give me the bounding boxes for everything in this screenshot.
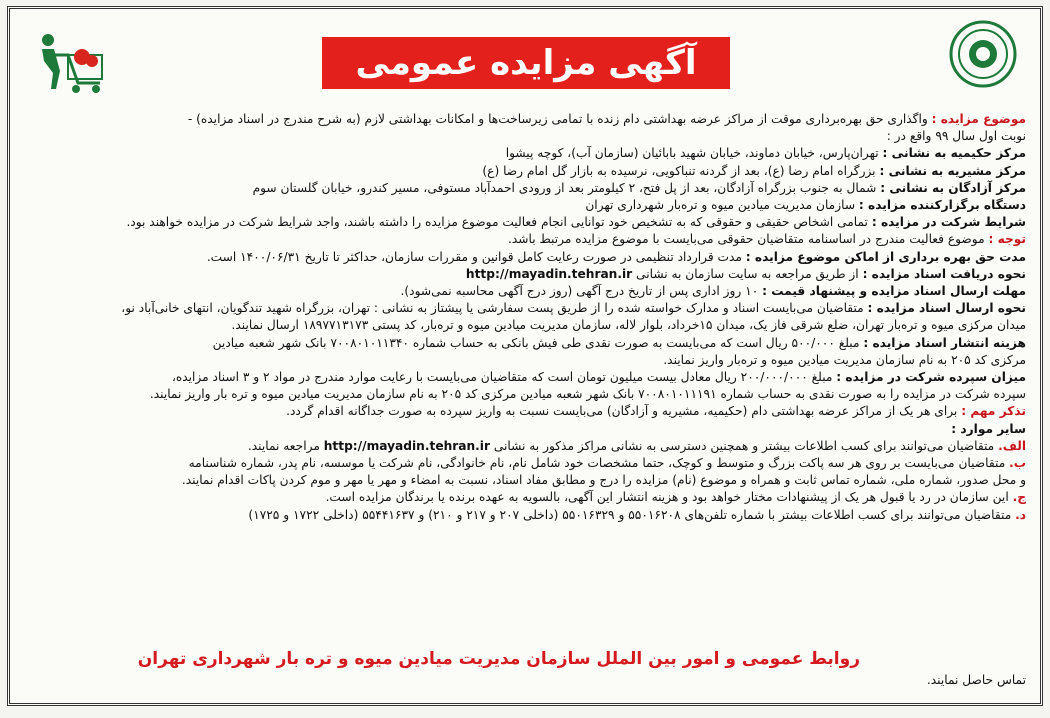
announcement-line — [24, 403, 1026, 420]
announcement-line — [24, 231, 1026, 248]
line-text: و محل صدور، شماره ملی، شماره تماس ثابت و همراه و موضوع (نام) مزایده را درج و مطابق مفاد اسناد، نسبت به امضاء و مهر یا مهر و موم کردن پاکات اقدام نمایند. — [181, 473, 1026, 488]
line-label: الف. — [998, 438, 1026, 453]
line-text: موضوع فعالیت مندرج در اساسنامه متقاضیان حقوقی می‌بایست با موضوع مزایده مرتبط باشد. — [508, 232, 989, 247]
announcement-body — [24, 111, 1026, 641]
announcement-page — [7, 6, 1043, 706]
announcement-line — [24, 163, 1026, 180]
title-banner — [322, 37, 730, 89]
line-text: سپرده شرکت در مزایده را به صورت نقدی به حساب شماره ۷۰۰۸۰۱۰۱۱۱۹۱ بانک شهر شعبه میادین مرکزی کد ۲۰۵ به نام سازمان مدیریت میادین میوه و تره بار واریز نمایند. — [149, 387, 1026, 402]
line-text: مبلغ ۵۰۰/۰۰۰ ریال است که می‌بایست به صورت نقدی طی فیش بانکی به حساب شماره ۷۰۰۸۰۱۰۱۱۳۴۰ بانک شهر شعبه میادین — [212, 335, 864, 350]
announcement-line — [24, 489, 1026, 506]
announcement-line — [24, 300, 1026, 317]
line-text: مدت قرارداد تنظیمی در صورت رعایت کامل قوانین و مقررات سازمان، حداکثر تا تاریخ ۱۴۰۰/۰۶/۳۱ است. — [206, 249, 746, 264]
line-label: مهلت ارسال اسناد مزایده و پیشنهاد قیمت : — [762, 284, 1026, 299]
announcement-line — [24, 197, 1026, 214]
website-link[interactable]: http://mayadin.tehran.ir — [323, 438, 490, 453]
announcement-line — [24, 317, 1026, 334]
line-text: متقاضیان می‌بایست بر روی هر سه پاکت بزرگ و متوسط و کوچک، حتما مشخصات خود شامل نام، نام خانوادگی، نام شرکت یا موسسه، نام پدر، شماره شناسنامه — [188, 456, 1010, 471]
line-text: این سازمان در رد یا قبول هر یک از پیشنهادات مختار خواهد بود و هزینه انتشار این آگهی، بالسویه به عهده برنده یا برندگان مزایده است. — [325, 490, 1013, 505]
announcement-line — [24, 472, 1026, 489]
shopping-cart-icon — [34, 31, 108, 95]
line-text: تهران‌پارس، خیابان دماوند، خیابان شهید بابائیان (سازمان آب)، کوچه پیشوا — [505, 146, 883, 161]
line-text: مبلغ ۲۰۰/۰۰۰/۰۰۰ ریال معادل بیست میلیون تومان است که متقاضیان می‌بایست با رعایت موارد مندرج در مواد ۲ و ۳ اسناد مزایده، — [171, 370, 837, 385]
signature: روابط عمومی و امور بین الملل سازمان مدیریت میادین میوه و تره بار شهرداری تهران — [137, 649, 860, 669]
line-label: تذکر مهم : — [961, 404, 1026, 419]
line-label: هزینه انتشار اسناد مزایده : — [863, 335, 1026, 350]
line-label: مرکز حکیمیه به نشانی : — [882, 146, 1026, 161]
line-label: ج. — [1012, 490, 1026, 505]
announcement-line — [24, 455, 1026, 472]
line-text: تمامی اشخاص حقیقی و حقوقی که به تشخیص خود توانایی انجام فعالیت موضوع مزایده را داشته باشند، واجد شرایط شرکت در مزایده خواهند بود. — [126, 215, 872, 230]
announcement-line — [24, 249, 1026, 266]
line-text: متقاضیان می‌توانند برای کسب اطلاعات بیشتر با شماره تلفن‌های ۵۵۰۱۶۲۰۸ و ۵۵۰۱۶۳۲۹ (داخلی ۲۰۷ و ۲۱۷ و ۲۱۰) و ۵۵۴۴۱۶۳۷ (داخلی ۱۷۲۲ و ۱۷۲۵) — [248, 507, 1016, 522]
municipality-logo-icon — [948, 19, 1018, 89]
announcement-line — [24, 145, 1026, 162]
line-text: میدان مرکزی میوه و تره‌بار تهران، ضلع شرقی فاز یک، میدان ۱۵خرداد، بلوار لاله، سازمان مدیریت میادین میوه و تره‌بار، کد پستی ۱۸۹۷۷۱۳۱۷۳ ارسال نمایند. — [231, 318, 1026, 333]
line-label: سایر موارد : — [951, 421, 1026, 436]
line-label: میزان سپرده شرکت در مزایده : — [836, 370, 1026, 385]
line-label: د. — [1015, 507, 1026, 522]
contact-end: تماس حاصل نمایند. — [926, 673, 1026, 687]
line-text: متقاضیان می‌بایست اسناد و مدارک خواسته شده را از طریق پست سفارشی یا پیشتاز به نشانی : تهران، بزرگراه شهید تندگویان، انتهای خانی‌آباد نو، — [121, 301, 868, 316]
line-label: نحوه ارسال اسناد مزایده : — [867, 301, 1026, 316]
line-text: متقاضیان می‌توانند برای کسب اطلاعات بیشتر و همچنین دسترسی به نشانی مراکز مذکور به نشانی — [490, 438, 999, 453]
line-label: نحوه دریافت اسناد مزایده : — [862, 266, 1026, 281]
line-label: مدت حق بهره برداری از اماکن موضوع مزایده : — [745, 249, 1026, 264]
announcement-line — [24, 128, 1026, 145]
announcement-line — [24, 180, 1026, 197]
announcement-line — [24, 283, 1026, 300]
line-label: دستگاه برگزارکننده مزایده : — [858, 198, 1026, 213]
page-title: آگهی مزایده عمومی — [355, 43, 697, 83]
line-text: ۱۰ روز اداری پس از تاریخ درج آگهی (روز درج آگهی محاسبه نمی‌شود). — [400, 284, 763, 299]
line-text: شمال به جنوب بزرگراه آزادگان، بعد از پل فتح، ۲ کیلومتر بعد از ورودی احمدآباد مستوفی، مسیر کندرو، خیابان گلستان سوم — [252, 180, 881, 195]
line-label: مرکز آزادگان به نشانی : — [880, 180, 1026, 195]
announcement-line — [24, 352, 1026, 369]
announcement-line — [24, 507, 1026, 524]
line-label: ب. — [1009, 456, 1026, 471]
line-text: مرکزی کد ۲۰۵ به نام سازمان مدیریت میادین میوه و تره‌بار واریز نمایند. — [663, 352, 1026, 367]
announcement-line — [24, 335, 1026, 352]
website-link[interactable]: http://mayadin.tehran.ir — [465, 266, 633, 281]
line-text: بزرگراه امام رضا (ع)، بعد از گردنه تنباکویی، نرسیده به بازار گل امام رضا (ع) — [482, 163, 880, 178]
line-label: شرایط شرکت در مزایده : — [871, 215, 1026, 230]
announcement-line — [24, 386, 1026, 403]
announcement-line — [24, 111, 1026, 128]
line-text: سازمان مدیریت میادین میوه و تره‌بار شهرداری تهران — [585, 198, 859, 213]
line-text: واگذاری حق بهره‌برداری موقت از مراکز عرضه بهداشتی دام زنده با تمامی زیرساخت‌ها و امکانات بهداشتی لازم (به شرح مندرج در اسناد مزایده) - — [187, 112, 932, 126]
line-label: توجه : — [988, 232, 1026, 247]
announcement-line — [24, 214, 1026, 231]
announcement-line — [24, 438, 1026, 455]
header — [10, 9, 1040, 97]
announcement-line — [24, 369, 1026, 386]
line-text: مراجعه نمایند. — [247, 438, 324, 453]
line-text: نوبت اول سال ۹۹ واقع در : — [886, 129, 1026, 144]
announcement-line — [24, 421, 1026, 438]
line-label: مرکز مشیریه به نشانی : — [879, 163, 1026, 178]
line-label: موضوع مزایده : — [931, 112, 1026, 126]
line-text: برای هر یک از مراکز عرضه بهداشتی دام (حکیمیه، مشیریه و آزادگان) می‌بایست نسبت به واریز سپرده به صورت جداگانه اقدام گردد. — [286, 404, 962, 419]
line-text: از طریق مراجعه به سایت سازمان به نشانی — [632, 266, 863, 281]
announcement-line — [24, 266, 1026, 283]
